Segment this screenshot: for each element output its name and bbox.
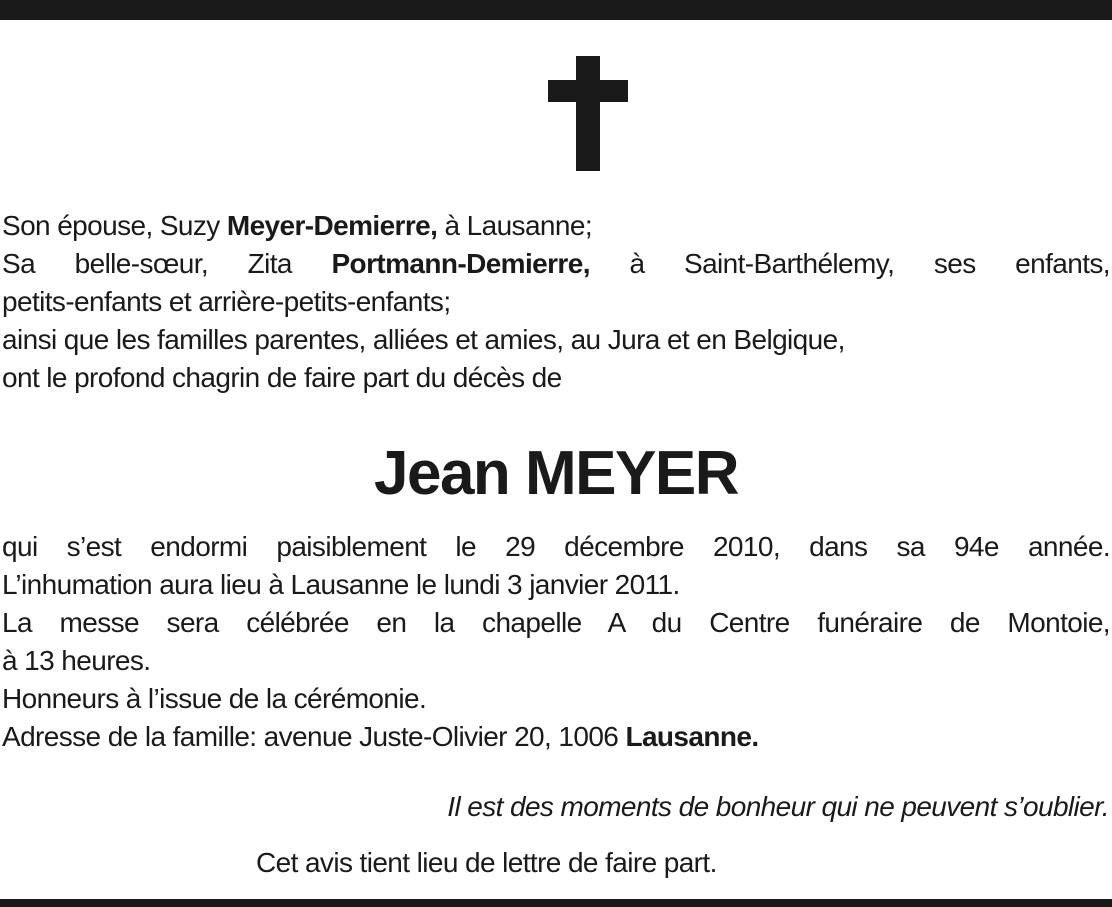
details-line-3: La messe sera célébrée en la chapelle A du Centre funéraire de Montoie, [2,607,1110,638]
intro-line-3: petits-enfants et arrière-petits-enfants; [2,286,451,317]
details-line-4: à 13 heures. [2,645,151,676]
cross-icon [548,56,628,171]
intro-line-2: Sa belle-sœur, Zita Portmann-Demierre, à Saint-Barthélemy, ses enfants, [2,248,1110,279]
memorial-quote: Il est des moments de bonheur qui ne peuvent s’oublier. [447,791,1109,822]
intro-line-1: Son épouse, Suzy Meyer-Demierre, à Lausanne; [2,210,593,241]
family-announcement [2,207,1110,397]
top-border [0,0,1112,20]
city-name: Lausanne. [625,721,759,752]
details-line-2: L’inhumation aura lieu à Lausanne le lundi 3 janvier 2011. [2,569,680,600]
sister-in-law-name: Portmann-Demierre, [331,248,590,279]
bottom-border [0,899,1112,907]
details-line-1: qui s’est endormi paisiblement le 29 décembre 2010, dans sa 94e année. [2,531,1110,562]
closing-note: Cet avis tient lieu de lettre de faire part. [256,847,717,878]
intro-line-5: ont le profond chagrin de faire part du décès de [2,362,562,393]
details-line-5: Honneurs à l’issue de la cérémonie. [2,683,427,714]
details-line-6: Adresse de la famille: avenue Juste-Olivier 20, 1006 Lausanne. [2,721,759,752]
intro-line-4: ainsi que les familles parentes, alliées et amies, au Jura et en Belgique, [2,324,845,355]
deceased-name: Jean MEYER [373,439,739,508]
spouse-name: Meyer-Demierre, [226,210,438,241]
funeral-details [2,528,1110,756]
